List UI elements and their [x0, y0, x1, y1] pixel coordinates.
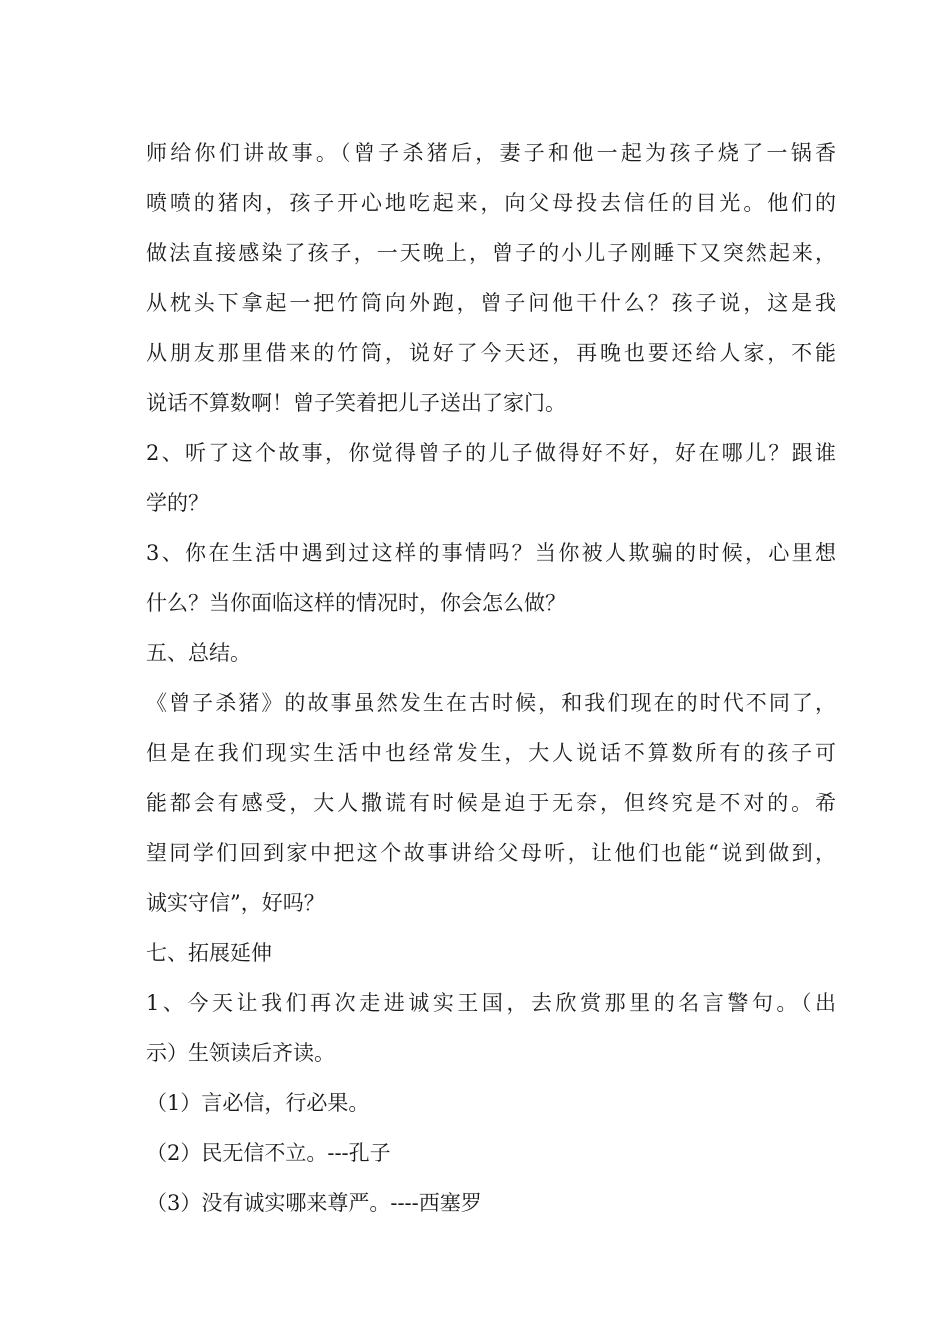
- paragraph-line: 《曾子杀猪》的故事虽然发生在古时候，和我们现在的时代不同了，: [146, 691, 836, 715]
- document-body: [146, 128, 836, 1228]
- paragraph-line: 诚实守信”，好吗？: [146, 891, 325, 915]
- question-line: 3、你在生活中遇到过这样的事情吗？当你被人欺骗的时候，心里想: [146, 541, 836, 565]
- paragraph-line: 喷喷的猪肉，孩子开心地吃起来，向父母投去信任的目光。他们的: [146, 191, 836, 215]
- paragraph-line: 示）生领读后齐读。: [146, 1041, 335, 1065]
- paragraph-line: 说话不算数啊！曾子笑着把儿子送出了家门。: [146, 391, 566, 415]
- paragraph-line: 1、今天让我们再次走进诚实王国，去欣赏那里的名言警句。（出: [146, 991, 836, 1015]
- paragraph-line: 从朋友那里借来的竹筒，说好了今天还，再晚也要还给人家，不能: [146, 341, 836, 365]
- question-line: 2、听了这个故事，你觉得曾子的儿子做得好不好，好在哪儿？跟谁: [146, 441, 836, 465]
- question-line: 什么？当你面临这样的情况时，你会怎么做？: [146, 591, 566, 615]
- section-heading: 五、总结。: [146, 641, 251, 665]
- paragraph-line: 但是在我们现实生活中也经常发生，大人说话不算数所有的孩子可: [146, 741, 836, 765]
- section-heading: 七、拓展延伸: [146, 941, 272, 965]
- paragraph-line: 能都会有感受，大人撒谎有时候是迫于无奈，但终究是不对的。希: [146, 791, 836, 815]
- quote-item: （2）民无信不立。---孔子: [146, 1141, 391, 1165]
- question-line: 学的？: [146, 491, 209, 515]
- paragraph-line: 望同学们回到家中把这个故事讲给父母听，让他们也能“说到做到，: [146, 841, 836, 865]
- quote-item: （3）没有诚实哪来尊严。----西塞罗: [146, 1191, 482, 1215]
- paragraph-line: 做法直接感染了孩子，一天晚上，曾子的小儿子刚睡下又突然起来，: [146, 241, 836, 265]
- paragraph-line: 从枕头下拿起一把竹筒向外跑，曾子问他干什么？孩子说，这是我: [146, 291, 836, 315]
- quote-item: （1）言必信，行必果。: [146, 1091, 370, 1115]
- paragraph-line: 师给你们讲故事。（曾子杀猪后，妻子和他一起为孩子烧了一锅香: [146, 141, 836, 165]
